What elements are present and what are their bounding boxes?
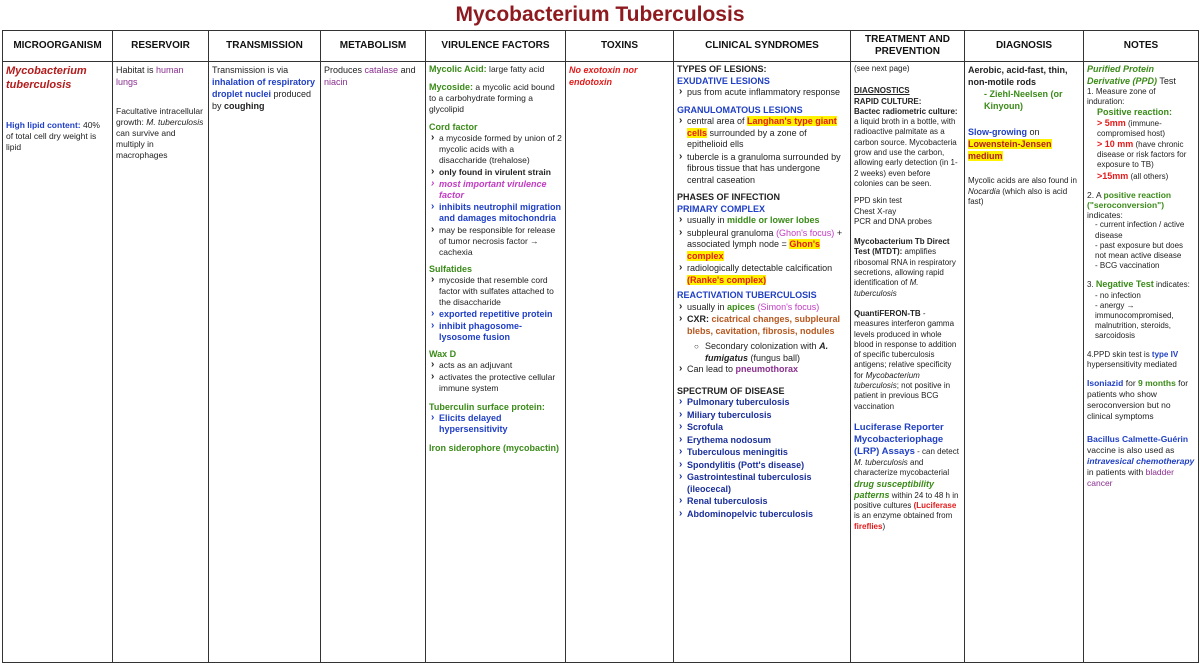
header-metabolism: METABOLISM — [321, 31, 426, 62]
lesion-types-heading: TYPES OF LESIONS: — [677, 64, 767, 74]
cell-virulence — [426, 62, 566, 663]
bcg-note: Bacillus Calmette-Guérin vaccine is also used as intravesical chemotherapy in patients with bladder cancer — [1087, 434, 1195, 489]
header-virulence: VIRULENCE FACTORS — [426, 31, 566, 62]
list-item: › inhibit phagosome-lysosome fusion — [439, 321, 562, 343]
header-transmission: TRANSMISSION — [209, 31, 321, 62]
list-item: › central area of Langhan's type giant cells surrounded by a zone of epithelioid ells — [687, 116, 847, 151]
list-item: › Gastrointestinal tuberculosis (ileocecal) — [687, 472, 847, 495]
transmission-note: Transmission is via inhalation of respiratory droplet nuclei produced by coughing — [212, 65, 316, 111]
list-item: › pus from acute inflammatory response — [687, 87, 847, 99]
cell-metabolism — [321, 62, 426, 663]
seroconversion-list — [1087, 220, 1195, 271]
spectrum-heading: SPECTRUM OF DISEASE — [677, 385, 785, 396]
sulfatides-list — [429, 275, 562, 343]
list-item: › Scrofula — [687, 422, 847, 434]
bactec-note: Bactec radiometric culture: a liquid broth in a bottle, with radioactive palmitate as a carbon source. Mycobacteria grow and use the carbon, allowing early detection (in 1-2 weeks) even before colonies can be seen. — [854, 106, 958, 188]
ppd-title: Purified Protein Derivative (PPD) Test — [1087, 64, 1176, 86]
tuberculin-list — [429, 413, 562, 435]
rapid-culture-heading: RAPID CULTURE: — [854, 96, 922, 106]
list-item: ○ Secondary colonization with A. fumigatus (fungus ball) — [705, 341, 847, 364]
list-item: › may be responsible for release of tumor necrosis factor → cachexia — [439, 225, 562, 258]
tb-table — [2, 30, 1199, 663]
header-microorganism: MICROORGANISM — [3, 31, 113, 62]
list-item: › acts as an adjuvant — [439, 360, 562, 371]
secondary-list — [677, 341, 847, 364]
facultative-note: Facultative intracellular growth: M. tuberculosis can survive and multiply in macrophages — [116, 106, 204, 160]
list-item: › Renal tuberculosis — [687, 496, 847, 508]
cell-treatment — [851, 62, 965, 663]
page-title: Mycobacterium Tuberculosis — [455, 3, 745, 26]
wax-d-list — [429, 360, 562, 394]
list-item: › Erythema nodosum — [687, 435, 847, 447]
list-item: › tubercle is a granuloma surrounded by fibrous tissue that has undergone central caseation — [687, 152, 847, 187]
list-item: › radiologically detectable calcification (Ranke's complex) — [687, 263, 847, 286]
primary-heading: PRIMARY COMPLEX — [677, 203, 766, 214]
lipid-note: High lipid content: 40% of total cell dry weight is lipid — [6, 120, 100, 152]
threshold-5mm: > 5mm (immune-compromised host) — [1097, 117, 1166, 138]
pneumothorax-list — [677, 364, 847, 376]
lrp-note: Luciferase Reporter Mycobacteriophage (LRP) Assays - can detect M. tuberculosis and characterize mycobacterial drug susceptibility patterns within 24 to 48 h in positive cultures (Luciferase is an enzyme obtained from fireflies) — [854, 421, 959, 531]
note-4: 4.PPD skin test is type IV hypersensitivity mediated — [1087, 349, 1179, 369]
granulomatous-heading: GRANULOMATOUS LESIONS — [677, 104, 803, 115]
mycoside: Mycoside: a mycolic acid bound to a carbohydrate forming a glycolipid — [429, 82, 555, 114]
list-item: - current infection / active disease — [1095, 220, 1195, 240]
quantiferon-note: QuantiFERON-TB - measures interferon gamma levels produced in whole blood in response to addition of specific tuberculosis antigens; relative specificity for Mycobacterium tuberculosis; not positive in patient in previous BCG vaccination — [854, 308, 957, 411]
list-item: › only found in virulent strain — [439, 167, 562, 178]
threshold-15mm: >15mm (all others) — [1097, 170, 1169, 181]
cord-factor-title: Cord factor — [429, 122, 478, 132]
header-row — [3, 31, 1199, 62]
list-item: › Can lead to pneumothorax — [687, 364, 847, 376]
tuberculin-title: Tuberculin surface protein: — [429, 402, 545, 412]
threshold-10mm: > 10 mm (have chronic disease or risk factors for exposure to TB) — [1097, 139, 1187, 170]
note-2: 2. A positive reaction ("seroconversion") indicates: — [1087, 189, 1172, 221]
mtdt-note: Mycobacterium Tb Direct Test (MTDT): amplifies ribosomal RNA in respiratory secretions, allowing rapid identification of M. tuberculosis — [854, 237, 956, 298]
ppd-line: PPD skin test — [854, 196, 903, 206]
header-notes: NOTES — [1084, 31, 1199, 62]
header-toxins: TOXINS — [566, 31, 674, 62]
list-item: - Ziehl-Neelsen (or Kinyoun) — [984, 88, 1080, 112]
cell-reservoir — [113, 62, 209, 663]
aerobic-note: Aerobic, acid-fast, thin, non-motile rods — [968, 65, 1068, 87]
content-row — [3, 62, 1199, 663]
organism-name: Mycobacterium tuberculosis — [6, 65, 87, 91]
list-item: › Pulmonary tuberculosis — [687, 397, 847, 409]
isoniazid-note: Isoniazid for 9 months for patients who show seroconversion but no clinical symptoms — [1087, 378, 1189, 422]
positive-reaction: Positive reaction: — [1097, 107, 1173, 118]
list-item: › usually in apices (Simon's focus) — [687, 302, 847, 314]
list-item: - no infection — [1095, 291, 1195, 301]
note-1: 1. Measure zone of induration: — [1087, 87, 1156, 107]
list-item: › Elicits delayed hypersensitivity — [439, 413, 562, 435]
list-item: › exported repetitive protein — [439, 309, 562, 320]
diagnostics-heading: DIAGNOSTICS — [854, 86, 910, 96]
list-item: › Miliary tuberculosis — [687, 410, 847, 422]
list-item: › subpleural granuloma (Ghon's focus) + associated lymph node = Ghon's complex — [687, 228, 847, 263]
cell-transmission — [209, 62, 321, 663]
list-item: › CXR: cicatrical changes, subpleural blebs, cavitation, fibrosis, nodules — [687, 314, 847, 337]
granulomatous-list — [677, 116, 847, 186]
list-item: › inhibits neutrophil migration and damages mitochondria — [439, 202, 562, 224]
stain-list — [968, 88, 1080, 112]
list-item: › mycoside that resemble cord factor with sulfates attached to the disaccharide — [439, 275, 562, 308]
see-next-page: (see next page) — [854, 64, 910, 73]
disease-list — [677, 397, 847, 520]
pcr-line: PCR and DNA probes — [854, 216, 932, 226]
header-treatment: TREATMENT AND PREVENTION — [851, 31, 965, 62]
list-item: - BCG vaccination — [1095, 261, 1195, 271]
sulfatides-title: Sulfatides — [429, 264, 473, 274]
list-item: › Abdominopelvic tuberculosis — [687, 509, 847, 521]
cell-notes — [1084, 62, 1199, 663]
cxr-line: Chest X-ray — [854, 206, 897, 216]
cell-diagnosis — [965, 62, 1084, 663]
exudative-heading: EXUDATIVE LESIONS — [677, 75, 770, 86]
nocardia-note: Mycolic acids are also found in Nocardia (which also is acid fast) — [968, 176, 1077, 206]
list-item: - anergy → immunocompromised, malnutrition, steroids, sarcoidosis — [1095, 301, 1195, 342]
list-item: › most important virulence factor — [439, 179, 562, 201]
list-item: › usually in middle or lower lobes — [687, 215, 847, 227]
slow-growing-note: Slow-growing on Lowenstein-Jensen medium — [968, 127, 1052, 161]
cell-clinical — [674, 62, 851, 663]
mycolic-acid: Mycolic Acid: large fatty acid — [429, 64, 545, 74]
list-item: › Tuberculous meningitis — [687, 447, 847, 459]
negative-list — [1087, 291, 1195, 342]
list-item: › Spondylitis (Pott's disease) — [687, 460, 847, 472]
list-item: › activates the protective cellular immune system — [439, 372, 562, 394]
iron-siderophore: Iron siderophore (mycobactin) — [429, 443, 560, 453]
metabolism-note: Produces catalase and niacin — [324, 65, 416, 87]
cord-factor-list — [429, 133, 562, 258]
header-clinical: CLINICAL SYNDROMES — [674, 31, 851, 62]
primary-list — [677, 215, 847, 286]
header-reservoir: RESERVOIR — [113, 31, 209, 62]
reactivation-heading: REACTIVATION TUBERCULOSIS — [677, 290, 817, 300]
wax-d-title: Wax D — [429, 349, 457, 359]
cell-microorganism — [3, 62, 113, 663]
reactivation-list — [677, 302, 847, 338]
cell-toxins — [566, 62, 674, 663]
header-diagnosis: DIAGNOSIS — [965, 31, 1084, 62]
habitat-note: Habitat is human lungs — [116, 65, 184, 87]
toxins-note: No exotoxin nor endotoxin — [569, 65, 638, 87]
note-3: 3. Negative Test indicates: — [1087, 279, 1190, 290]
exudative-list — [677, 87, 847, 99]
list-item: - past exposure but does not mean active disease — [1095, 241, 1195, 261]
phases-heading: PHASES OF INFECTION — [677, 192, 781, 202]
list-item: › a mycoside formed by union of 2 mycolic acids with a disaccharide (trehalose) — [439, 133, 562, 166]
